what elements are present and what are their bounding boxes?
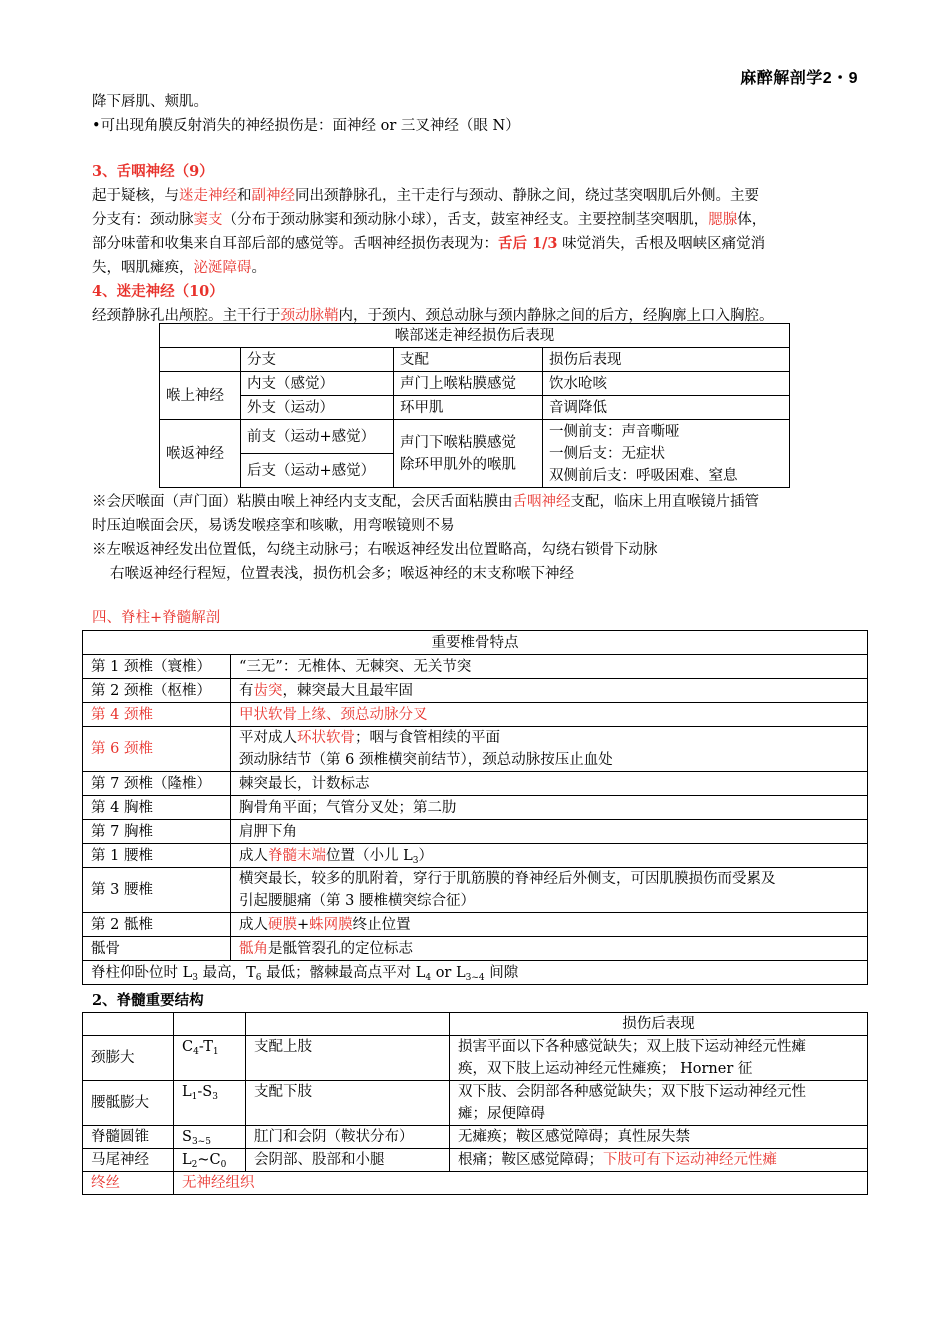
vertebra-desc: 棘突最长，计数标志 xyxy=(231,772,868,796)
section-spine xyxy=(92,606,872,630)
spinal-cord-table xyxy=(82,1012,868,1195)
supply: 支配上肢 xyxy=(246,1036,450,1081)
vertebra-name: 第 6 颈椎 xyxy=(83,727,231,772)
nerve-name: 喉返神经 xyxy=(160,420,241,488)
branch-cell: 前支（运动+感觉） xyxy=(241,420,394,454)
table-row xyxy=(83,1081,868,1126)
vertebra-desc: 骶角是骶管裂孔的定位标志 xyxy=(231,937,868,961)
effect: 损害平面以下各种感觉缺失；双上肢下运动神经元性瘫 痪，双下肢上运动神经元性瘫痪； Horner 征 xyxy=(450,1036,868,1081)
note: 时压迫喉面会厌，易诱发喉痉挛和咳嗽，用弯喉镜则不易 xyxy=(92,518,455,534)
vertebra-desc: 肩胛下角 xyxy=(231,820,868,844)
segment: $S_{3\sim 5}$ xyxy=(174,1126,246,1149)
paragraph: 起于疑核，与迷走神经和副神经同出颈静脉孔，主干走行与颈动、静脉之间，绕过茎突咽肌后外侧。主要 xyxy=(92,188,759,204)
vertebra-name: 第 4 颈椎 xyxy=(83,703,231,727)
table-header-cell: 支配 xyxy=(394,348,543,372)
note: ※会厌喉面（声门面）粘膜由喉上神经内支支配，会厌舌面粘膜由舌咽神经支配，临床上用直喉镜片插管 xyxy=(92,494,759,510)
table-row xyxy=(160,372,790,396)
laryngeal-nerve-table xyxy=(159,323,790,488)
paragraph: 经颈静脉孔出颅腔。主干行于颈动脉鞘内，于颈内、颈总动脉与颈内静脉之间的后方，经胸廓上口入胸腔。 xyxy=(92,308,774,324)
vertebra-desc: 有齿突，棘突最大且最牢固 xyxy=(231,679,868,703)
vertebra-name: 第 1 颈椎（寰椎） xyxy=(83,655,231,679)
effect-cell: 一侧前支：声音嘶哑 一侧后支：无症状 双侧前后支：呼吸困难、窒息 xyxy=(543,420,790,488)
table-row xyxy=(83,727,868,772)
note: 右喉返神经行程短，位置表浅，损伤机会多；喉返神经的末支称喉下神经 xyxy=(110,566,574,582)
table-header-row xyxy=(160,348,790,372)
table-footer-row xyxy=(83,961,868,985)
table-row xyxy=(83,844,868,868)
top-text xyxy=(92,90,872,138)
table-row xyxy=(83,796,868,820)
table-header-cell: 损伤后表现 xyxy=(450,1013,868,1036)
vertebra-desc: 平对成人环状软骨；咽与食管相续的平面 颈动脉结节（第 6 颈椎横突前结节），颈总动脉按压止血处 xyxy=(231,727,868,772)
vertebra-name: 第 4 胸椎 xyxy=(83,796,231,820)
table-header-cell: 分支 xyxy=(241,348,394,372)
table-row xyxy=(83,703,868,727)
table-row xyxy=(83,772,868,796)
effect: 无瘫痪；鞍区感觉障碍；真性尿失禁 xyxy=(450,1126,868,1149)
vertebra-name: 第 7 颈椎（隆椎） xyxy=(83,772,231,796)
vertebra-desc: 成人硬膜+蛛网膜终止位置 xyxy=(231,913,868,937)
segment: $L_2\sim C_0$ xyxy=(174,1149,246,1172)
nerve-name: 喉上神经 xyxy=(160,372,241,420)
table-row xyxy=(83,1149,868,1172)
table-row xyxy=(83,679,868,703)
structure-name: 颈膨大 xyxy=(83,1036,174,1081)
table-row xyxy=(160,420,790,454)
section-cord xyxy=(92,989,872,1013)
structure-name: 腰骶膨大 xyxy=(83,1081,174,1126)
structure-name: 脊髓圆锥 xyxy=(83,1126,174,1149)
table-row xyxy=(83,655,868,679)
table-row xyxy=(83,937,868,961)
effect: 根痛；鞍区感觉障碍；下肢可有下运动神经元性瘫 xyxy=(450,1149,868,1172)
supply: 会阴部、股部和小腿 xyxy=(246,1149,450,1172)
paragraph: 失，咽肌瘫痪，泌涎障碍。 xyxy=(92,260,266,276)
supply: 支配下肢 xyxy=(246,1081,450,1126)
vertebra-name: 骶骨 xyxy=(83,937,231,961)
vertebra-name: 第 2 颈椎（枢椎） xyxy=(83,679,231,703)
vertebra-name: 第 1 腰椎 xyxy=(83,844,231,868)
structure-name: 马尾神经 xyxy=(83,1149,174,1172)
vertebra-name: 第 3 腰椎 xyxy=(83,868,231,913)
vertebra-desc: “三无”：无椎体、无棘突、无关节突 xyxy=(231,655,868,679)
section-heading: 4、迷走神经（10） xyxy=(92,283,224,300)
supply: 肛门和会阴（鞍状分布） xyxy=(246,1126,450,1149)
paragraph: 降下唇肌、颊肌。 xyxy=(92,94,208,110)
vertebra-name: 第 2 骶椎 xyxy=(83,913,231,937)
branch-cell: 内支（感觉） xyxy=(241,372,394,396)
section-heading: 四、脊柱+脊髓解剖 xyxy=(92,610,221,626)
vertebra-name: 第 7 胸椎 xyxy=(83,820,231,844)
vertebra-desc: 横突最长，较多的肌附着，穿行于肌筋膜的脊神经后外侧支，可因肌膜损伤而受累及 引起腰腿痛（第 3 腰椎横突综合征） xyxy=(231,868,868,913)
note: ※左喉返神经发出位置低，勾绕主动脉弓；右喉返神经发出位置略高，勾绕右锁骨下动脉 xyxy=(92,542,658,558)
vertebra-desc: 甲状软骨上缘、颈总动脉分叉 xyxy=(231,703,868,727)
segment: 无神经组织 xyxy=(174,1172,868,1195)
table-row xyxy=(160,396,790,420)
bullet-line: •可出现角膜反射消失的神经损伤是：面神经 or 三叉神经（眼 N） xyxy=(92,118,520,134)
table-row xyxy=(83,1036,868,1081)
page-header: 麻醉解剖学2・9 xyxy=(740,70,858,87)
effect: 双下肢、会阴部各种感觉缺失；双下肢下运动神经元性 瘫；尿便障碍 xyxy=(450,1081,868,1126)
vertebra-table xyxy=(82,630,868,985)
table-header-cell xyxy=(83,1013,174,1036)
table-header-cell xyxy=(160,348,241,372)
vertebra-desc: 成人脊髓末端位置（小儿 $L_3$） xyxy=(231,844,868,868)
notes xyxy=(92,490,872,586)
section-glossopharyngeal xyxy=(92,160,872,328)
table-title: 重要椎骨特点 xyxy=(83,631,868,655)
section-heading: 3、舌咽神经（9） xyxy=(92,163,214,180)
segment: $L_1-S_3$ xyxy=(174,1081,246,1126)
table-footer: 脊柱仰卧位时 $L_3$ 最高，$T_6$ 最低；髂棘最高点平对 $L_4$ or $L_{3\sim 4}$ 间隙 xyxy=(83,961,868,985)
table-row xyxy=(83,913,868,937)
vertebra-desc: 胸骨角平面；气管分叉处；第二肋 xyxy=(231,796,868,820)
effect-cell: 音调降低 xyxy=(543,396,790,420)
table-row xyxy=(83,1172,868,1195)
structure-name: 终丝 xyxy=(83,1172,174,1195)
paragraph: 部分味蕾和收集来自耳部后部的感觉等。舌咽神经损伤表现为：舌后 1/3 味觉消失，舌根及咽峡区痛觉消 xyxy=(92,235,766,252)
branch-cell: 外支（运动） xyxy=(241,396,394,420)
table-row xyxy=(83,1126,868,1149)
table-title: 喉部迷走神经损伤后表现 xyxy=(160,324,790,348)
table-header-cell xyxy=(246,1013,450,1036)
supply-cell: 环甲肌 xyxy=(394,396,543,420)
supply-cell: 声门上喉粘膜感觉 xyxy=(394,372,543,396)
branch-cell: 后支（运动+感觉） xyxy=(241,454,394,488)
supply-cell: 声门下喉粘膜感觉 除环甲肌外的喉肌 xyxy=(394,420,543,488)
segment: $C_4-T_1$ xyxy=(174,1036,246,1081)
table-header-cell: 损伤后表现 xyxy=(543,348,790,372)
table-row xyxy=(83,868,868,913)
paragraph: 分支有：颈动脉窦支（分布于颈动脉窦和颈动脉小球），舌支，鼓室神经支。主要控制茎突咽肌，腮腺体， xyxy=(92,212,767,228)
section-heading: 2、脊髓重要结构 xyxy=(92,992,204,1009)
effect-cell: 饮水呛咳 xyxy=(543,372,790,396)
table-header-row xyxy=(83,1013,868,1036)
table-row xyxy=(83,820,868,844)
table-header-cell xyxy=(174,1013,246,1036)
